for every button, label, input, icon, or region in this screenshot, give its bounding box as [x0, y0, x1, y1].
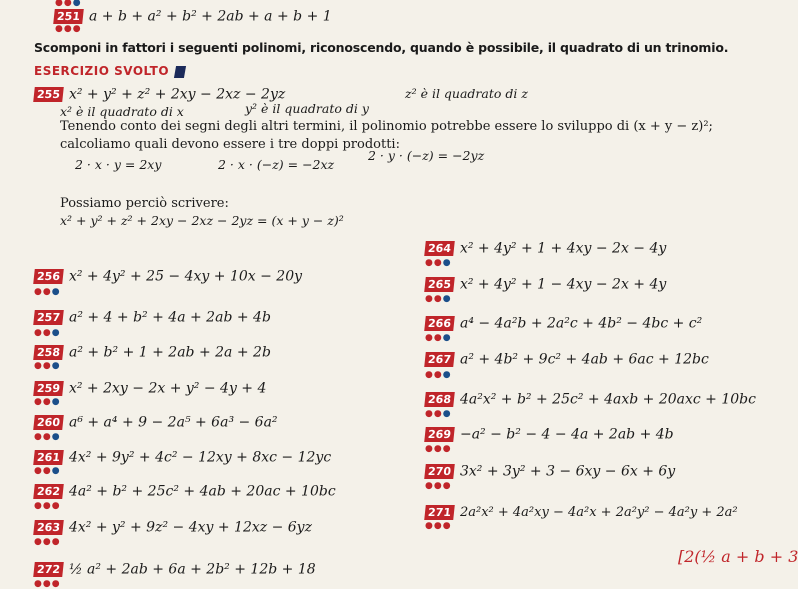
- double-product-1: 2 · x · y = 2xy: [75, 157, 162, 172]
- difficulty-dots: ●●●: [425, 258, 452, 268]
- exercise-272: [34, 559, 316, 578]
- difficulty-dots: ●●●: [34, 579, 61, 589]
- exercise-expression: ½ a² + 2ab + 6a + 2b² + 12b + 18: [68, 561, 316, 578]
- exercise-expression: 2a²x² + 4a²xy − 4a²x + 2a²y² − 4a²y + 2a²: [459, 505, 738, 520]
- exercise-number: 255: [33, 87, 64, 102]
- exercise-265: [425, 274, 666, 293]
- difficulty-dots: ●●●: [34, 287, 61, 297]
- explanation-text-2: calcoliamo quali devono essere i tre doppi prodotti:: [60, 137, 400, 152]
- double-product-2: 2 · x · (−z) = −2xz: [218, 157, 335, 172]
- exercise-number: 260: [33, 415, 64, 430]
- square-note-z: z² è il quadrato di z: [405, 86, 528, 101]
- exercise-expression: a² + 4b² + 9c² + 4ab + 6ac + 12bc: [459, 351, 709, 368]
- exercise-number: 258: [33, 345, 64, 360]
- difficulty-dots: ●●●: [425, 409, 452, 419]
- exercise-number: 271: [424, 505, 455, 520]
- exercise-number: 261: [33, 450, 64, 465]
- explanation-text-3: Possiamo perciò scrivere:: [60, 196, 229, 211]
- header-tab-icon: [174, 66, 186, 78]
- exercise-expression: x² + 2xy − 2x + y² − 4y + 4: [68, 380, 267, 397]
- square-note-x: x² è il quadrato di x: [60, 104, 184, 119]
- exercise-266: [425, 313, 702, 332]
- difficulty-dots: ●●●: [34, 397, 61, 407]
- exercise-expression: 4a²x² + b² + 25c² + 4axb + 20axc + 10bc: [459, 391, 756, 408]
- exercise-number: 263: [33, 520, 64, 535]
- exercise-expression: a + b + a² + b² + 2ab + a + b + 1: [88, 8, 332, 25]
- exercise-number: 269: [424, 427, 455, 442]
- difficulty-dots: ●●●: [425, 481, 452, 491]
- exercise-expression: 4x² + y² + 9z² − 4xy + 12xz − 6yz: [68, 519, 312, 536]
- instruction-text: Scomponi in fattori i seguenti polinomi, riconoscendo, quando è possibile, il quadrato di un trinomio.: [34, 40, 729, 55]
- exercise-number: 257: [33, 310, 64, 325]
- explanation-text-1: Tenendo conto dei segni degli altri termini, il polinomio potrebbe essere lo sviluppo di (x + y − z)²;: [60, 119, 713, 134]
- exercise-251: [54, 6, 332, 25]
- exercise-expression: −a² − b² − 4 − 4a + 2ab + 4b: [459, 426, 674, 443]
- difficulty-dots: ●●●: [55, 24, 82, 34]
- double-product-3: 2 · y · (−z) = −2yz: [368, 148, 485, 163]
- exercise-260: [34, 412, 278, 431]
- exercise-expression: a² + b² + 1 + 2ab + 2a + 2b: [68, 344, 271, 361]
- exercise-expression: a⁴ − 4a²b + 2a²c + 4b² − 4bc + c²: [459, 315, 703, 332]
- exercise-number: 259: [33, 381, 64, 396]
- exercise-269: [425, 424, 674, 443]
- exercise-number: 262: [33, 484, 64, 499]
- exercise-number: 256: [33, 269, 64, 284]
- difficulty-dots: ●●●: [425, 521, 452, 531]
- worked-example-header-label: ESERCIZIO SVOLTO: [34, 64, 170, 78]
- exercise-expression: a⁶ + a⁴ + 9 − 2a⁵ + 6a³ − 6a²: [68, 414, 278, 431]
- difficulty-dots: ●●●: [34, 432, 61, 442]
- exercise-264: [425, 238, 666, 257]
- difficulty-dots: ●●●: [425, 294, 452, 304]
- exercise-expression: 4x² + 9y² + 4c² − 12xy + 8xc − 12yc: [68, 449, 332, 466]
- difficulty-dots: ●●●: [425, 333, 452, 343]
- difficulty-dots: ●●●: [34, 501, 61, 511]
- worked-example-header: [34, 64, 185, 78]
- square-note-y: y² è il quadrato di y: [245, 101, 369, 116]
- answer-hint: [2(½ a + b + 3: [678, 547, 798, 566]
- exercise-number: 266: [424, 316, 455, 331]
- difficulty-dots: ●●●: [34, 466, 61, 476]
- exercise-number: 265: [424, 277, 455, 292]
- exercise-expression: x² + 4y² + 1 − 4xy − 2x + 4y: [459, 276, 667, 293]
- difficulty-dots: ●●●: [55, 0, 82, 8]
- exercise-number: 264: [424, 241, 455, 256]
- exercise-expression: x² + 4y² + 1 + 4xy − 2x − 4y: [459, 240, 667, 257]
- exercise-270: [425, 461, 675, 480]
- exercise-262: [34, 481, 336, 500]
- exercise-expression: x² + y² + z² + 2xy − 2xz − 2yz: [68, 86, 286, 103]
- exercise-expression: 4a² + b² + 25c² + 4ab + 20ac + 10bc: [68, 483, 336, 500]
- exercise-268: [425, 389, 756, 408]
- difficulty-dots: ●●●: [34, 537, 61, 547]
- exercise-number: 251: [53, 9, 84, 24]
- exercise-271: [425, 502, 738, 521]
- exercise-number: 267: [424, 352, 455, 367]
- exercise-267: [425, 349, 709, 368]
- exercise-expression: 3x² + 3y² + 3 − 6xy − 6x + 6y: [459, 463, 676, 480]
- exercise-258: [34, 342, 271, 361]
- difficulty-dots: ●●●: [425, 370, 452, 380]
- exercise-261: [34, 447, 331, 466]
- exercise-number: 272: [33, 562, 64, 577]
- exercise-number: 270: [424, 464, 455, 479]
- exercise-257: [34, 307, 271, 326]
- exercise-expression: a² + 4 + b² + 4a + 2ab + 4b: [68, 309, 271, 326]
- exercise-256: [34, 266, 302, 285]
- exercise-number: 268: [424, 392, 455, 407]
- exercise-259: [34, 378, 266, 397]
- difficulty-dots: ●●●: [34, 328, 61, 338]
- worked-example-result: x² + y² + z² + 2xy − 2xz − 2yz = (x + y − z)²: [60, 213, 344, 228]
- difficulty-dots: ●●●: [34, 361, 61, 371]
- exercise-expression: x² + 4y² + 25 − 4xy + 10x − 20y: [68, 268, 303, 285]
- difficulty-dots: ●●●: [425, 444, 452, 454]
- exercise-263: [34, 517, 312, 536]
